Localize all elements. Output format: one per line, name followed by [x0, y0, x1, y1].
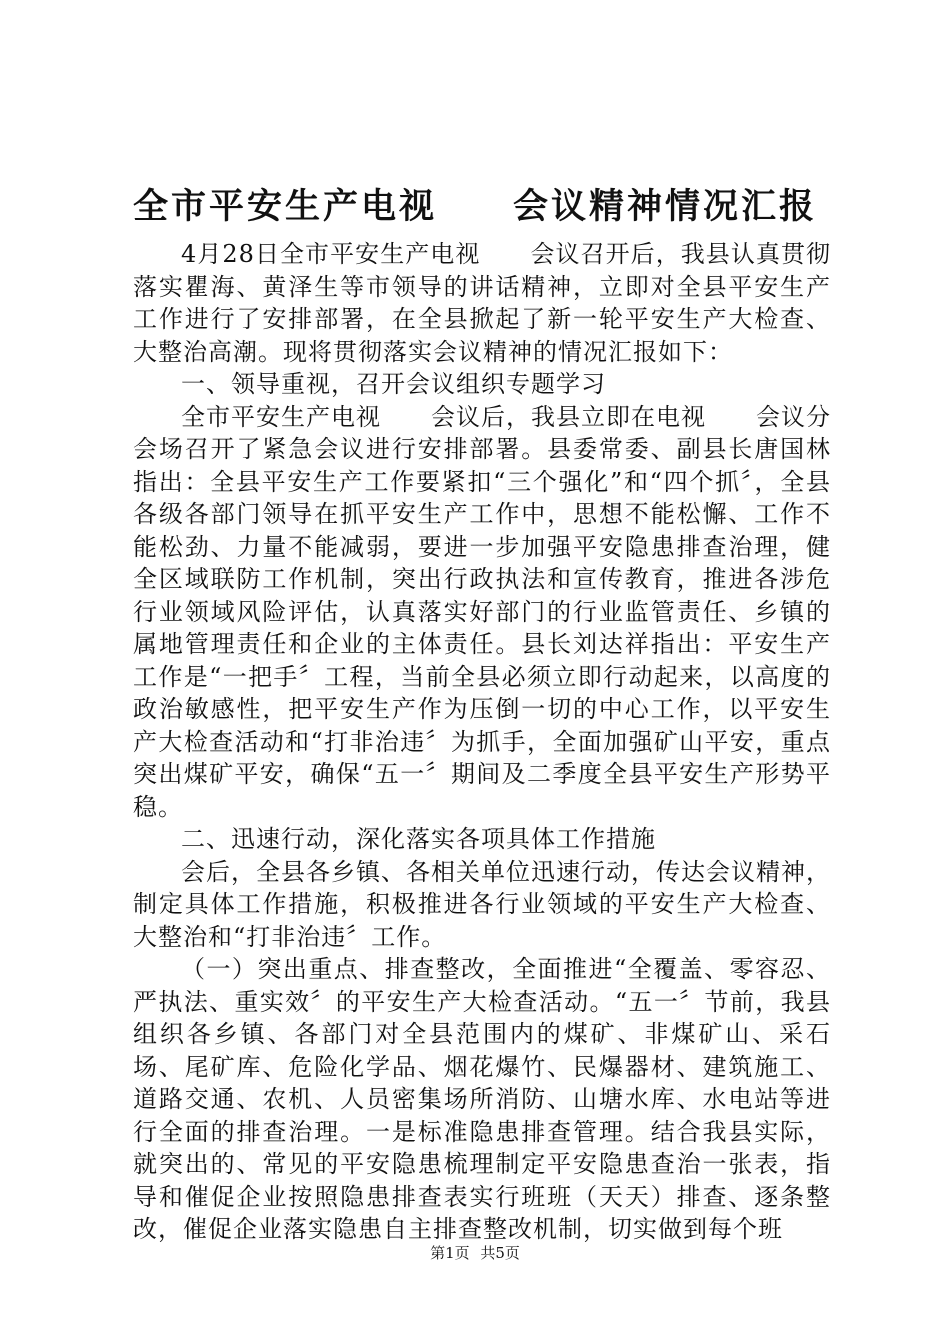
paragraph-subsection-1: （一）突出重点、排查整改，全面推进“全覆盖、零容忍、严执法、重实效〞的平安生产大检查活动。“五一〞节前，我县组织各乡镇、各部门对全县范围内的煤矿、非煤矿山、采石场、尾矿库、危险化学品、烟花爆竹、民爆器材、建筑施工、道路交通、农机、人员密集场所消防、山塘水库、水电站等进行全面的排查治理。一是标准隐患排查管理。结合我县实际，就突出的、常见的平安隐患梳理制定平安隐患查治一张表，指导和催促企业按照隐患排查表实行班班（天天）排查、逐条整改，催促企业落实隐患自主排查整改机制，切实做到每个班 — [133, 955, 831, 1243]
paragraph-section-1: 全市平安生产电视 会议后，我县立即在电视 会议分会场召开了紧急会议进行安排部署。县委常委、副县长唐国林指出：全县平安生产工作要紧扣“三个强化”和“四个抓〞，全县各级各部门领导在抓平安生产工作中，思想不能松懈、工作不能松劲、力量不能减弱，要进一步加强平安隐患排查治理，健全区域联防工作机制，突出行政执法和宣传教育，推进各涉危行业领域风险评估，认真落实好部门的行业监管责任、乡镇的属地管理责任和企业的主体责任。县长刘达祥指出：平安生产工作是“一把手〞工程，当前全县必须立即行动起来，以高度的政治敏感性，把平安生产作为压倒一切的中心工作，以平安生产大检查活动和“打非治违〞为抓手，全面加强矿山平安，重点突出煤矿平安，确保“五一〞期间及二季度全县平安生产形势平稳。 — [133, 402, 831, 821]
paragraph-intro: 4月28日全市平安生产电视 会议召开后，我县认真贯彻落实瞿海、黄泽生等市领导的讲话精神，立即对全县平安生产工作进行了安排部署，在全县掀起了新一轮平安生产大检查、大整治高潮。现将贯彻落实会议精神的情况汇报如下： — [133, 240, 831, 366]
page-number: 第1页 — [430, 1244, 470, 1262]
document-title: 全市平安生产电视 会议精神情况汇报 — [132, 186, 817, 227]
heading-section-1: 一、领导重视，召开会议组织专题学习 — [181, 370, 606, 398]
page-total: 共5页 — [480, 1244, 520, 1262]
document-body — [133, 238, 831, 1246]
heading-section-2: 二、迅速行动，深化落实各项具体工作措施 — [181, 825, 656, 853]
paragraph-section-2: 会后，全县各乡镇、各相关单位迅速行动，传达会议精神，制定具体工作措施，积极推进各行业领域的平安生产大检查、大整治和“打非治违〞工作。 — [133, 857, 831, 951]
page-footer — [0, 1243, 950, 1263]
